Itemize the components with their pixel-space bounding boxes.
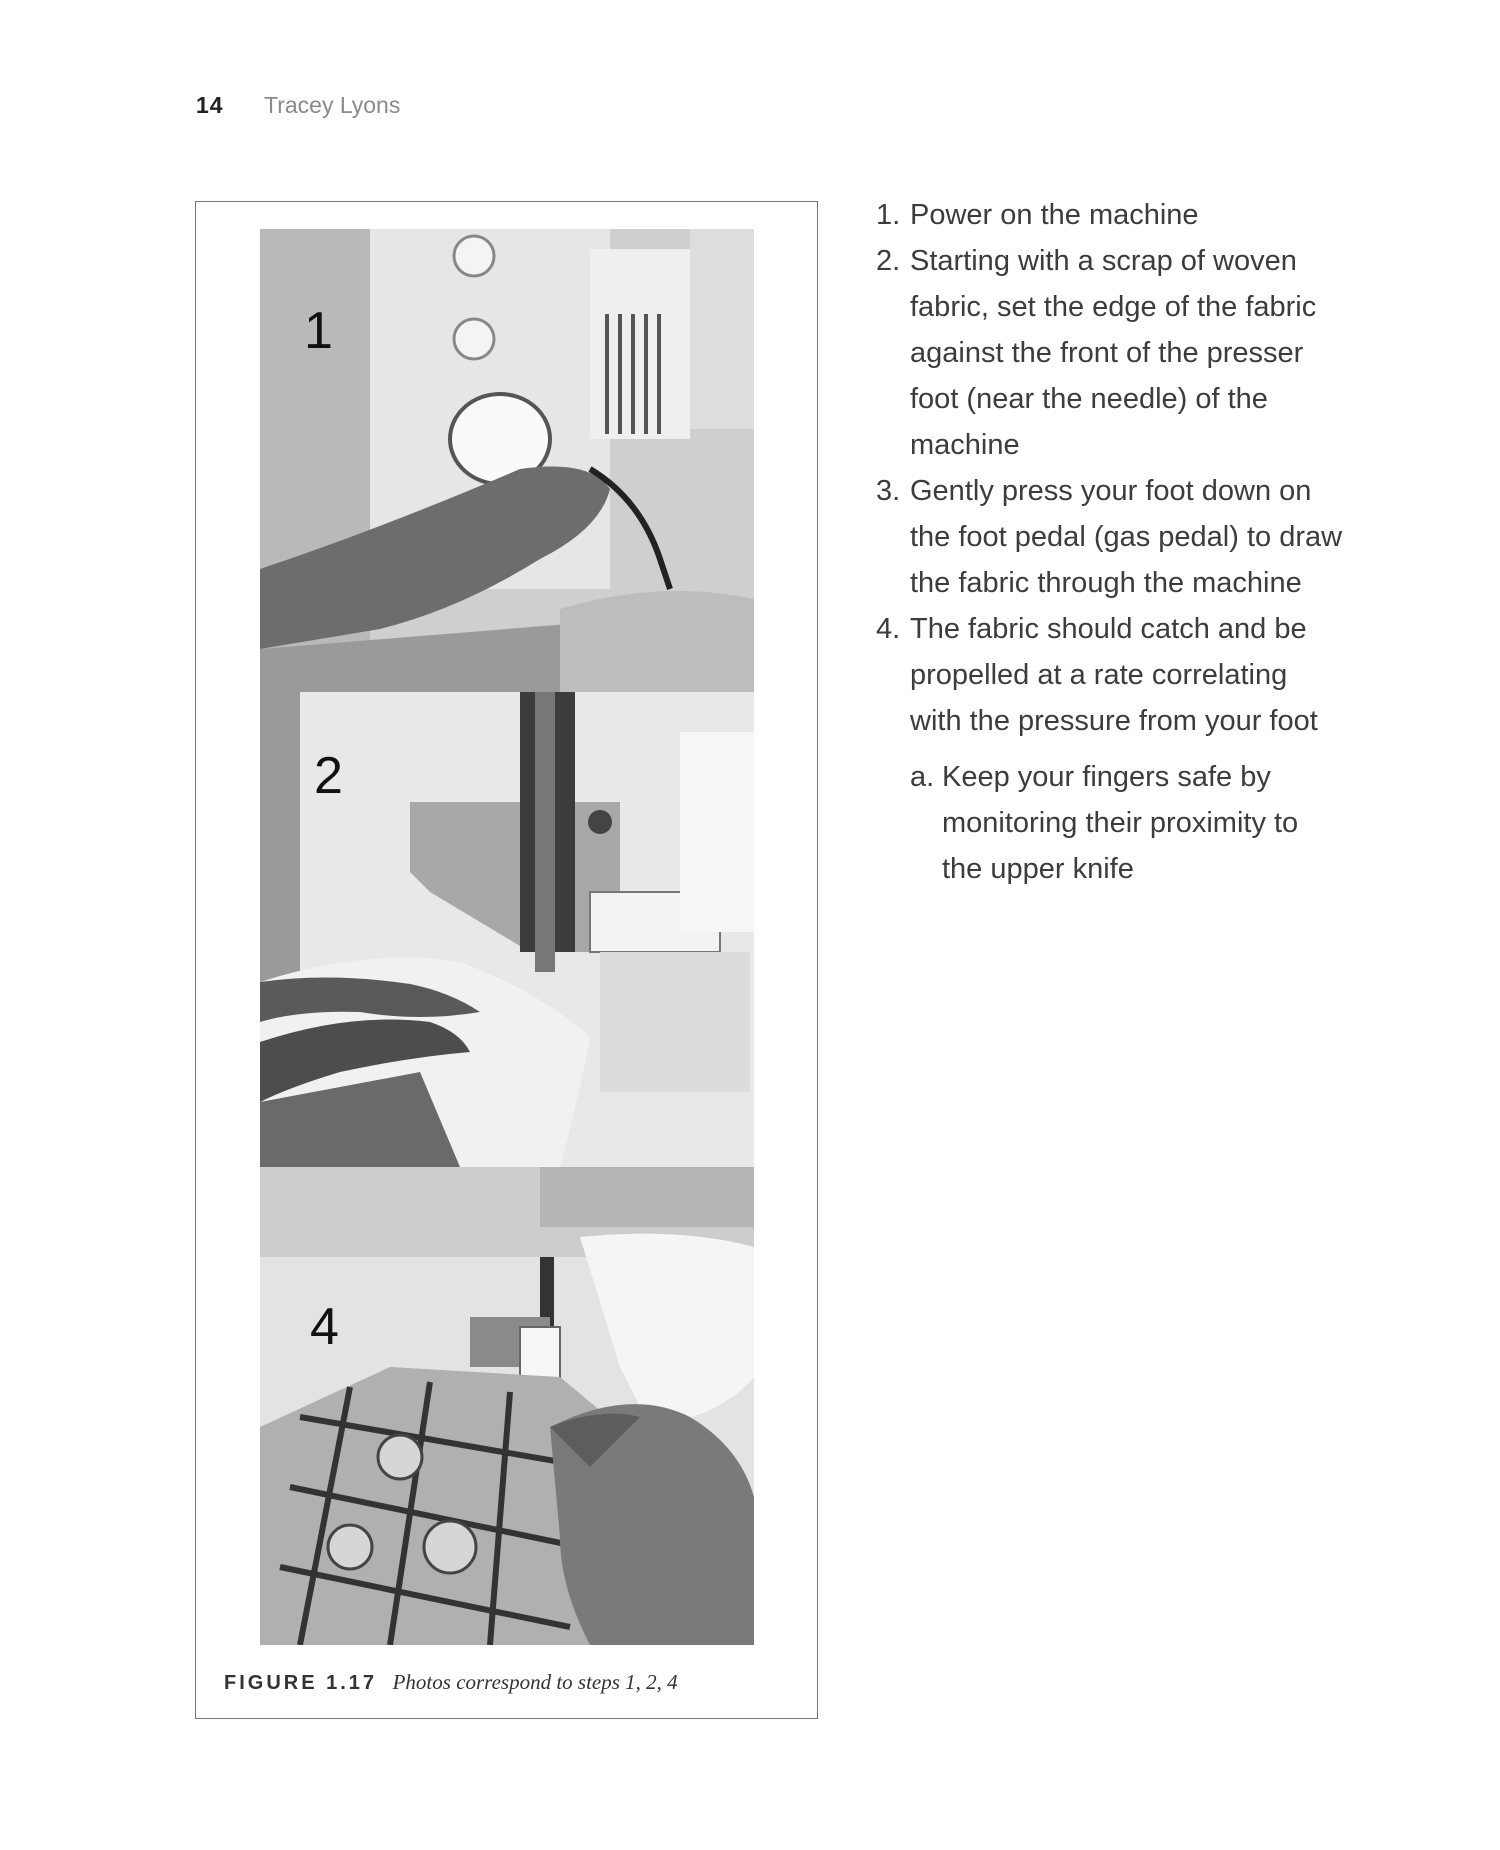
- step-text: The fabric should catch and be propelled at a rate correlating with the pressure from your foot: [910, 613, 1318, 737]
- photo-label-2: 2: [314, 747, 343, 805]
- step-number: 3.: [876, 475, 901, 507]
- list-item: [876, 606, 1346, 744]
- step-number: 1.: [876, 199, 901, 231]
- step-text: Gently press your foot down on the foot pedal (gas pedal) to draw the fabric through the machine: [910, 475, 1343, 599]
- serger-power-photo: [260, 229, 754, 692]
- list-item: [876, 468, 1346, 606]
- step-text: Starting with a scrap of woven fabric, set the edge of the fabric against the front of the presser foot (near the needle) of the machine: [910, 245, 1317, 461]
- substep-text: Keep your fingers safe by monitoring their proximity to the upper knife: [942, 761, 1299, 885]
- page-header: [196, 92, 401, 119]
- fabric-feeding-photo: [260, 1167, 754, 1645]
- step-number: 2.: [876, 245, 901, 277]
- figure-caption: [224, 1670, 678, 1695]
- photo-label-4: 4: [310, 1298, 339, 1356]
- step-number: 4.: [876, 613, 901, 645]
- photo-step-4: [260, 1167, 754, 1645]
- figure-caption-text: Photos correspond to steps 1, 2, 4: [392, 1670, 678, 1694]
- photo-step-1: [260, 229, 754, 692]
- photo-label-1: 1: [304, 302, 333, 360]
- figure-caption-label: FIGURE 1.17: [224, 1672, 378, 1694]
- photo-step-2: [260, 692, 754, 1167]
- list-item: [876, 192, 1346, 238]
- substep-letter: a.: [910, 761, 935, 793]
- figure-box: [195, 201, 818, 1719]
- page-number: 14: [196, 92, 224, 118]
- steps-list: [876, 192, 1346, 892]
- list-item: [876, 238, 1346, 468]
- list-item-sub: [876, 754, 1346, 892]
- step-text: Power on the machine: [910, 199, 1199, 231]
- running-head-author: Tracey Lyons: [264, 92, 401, 118]
